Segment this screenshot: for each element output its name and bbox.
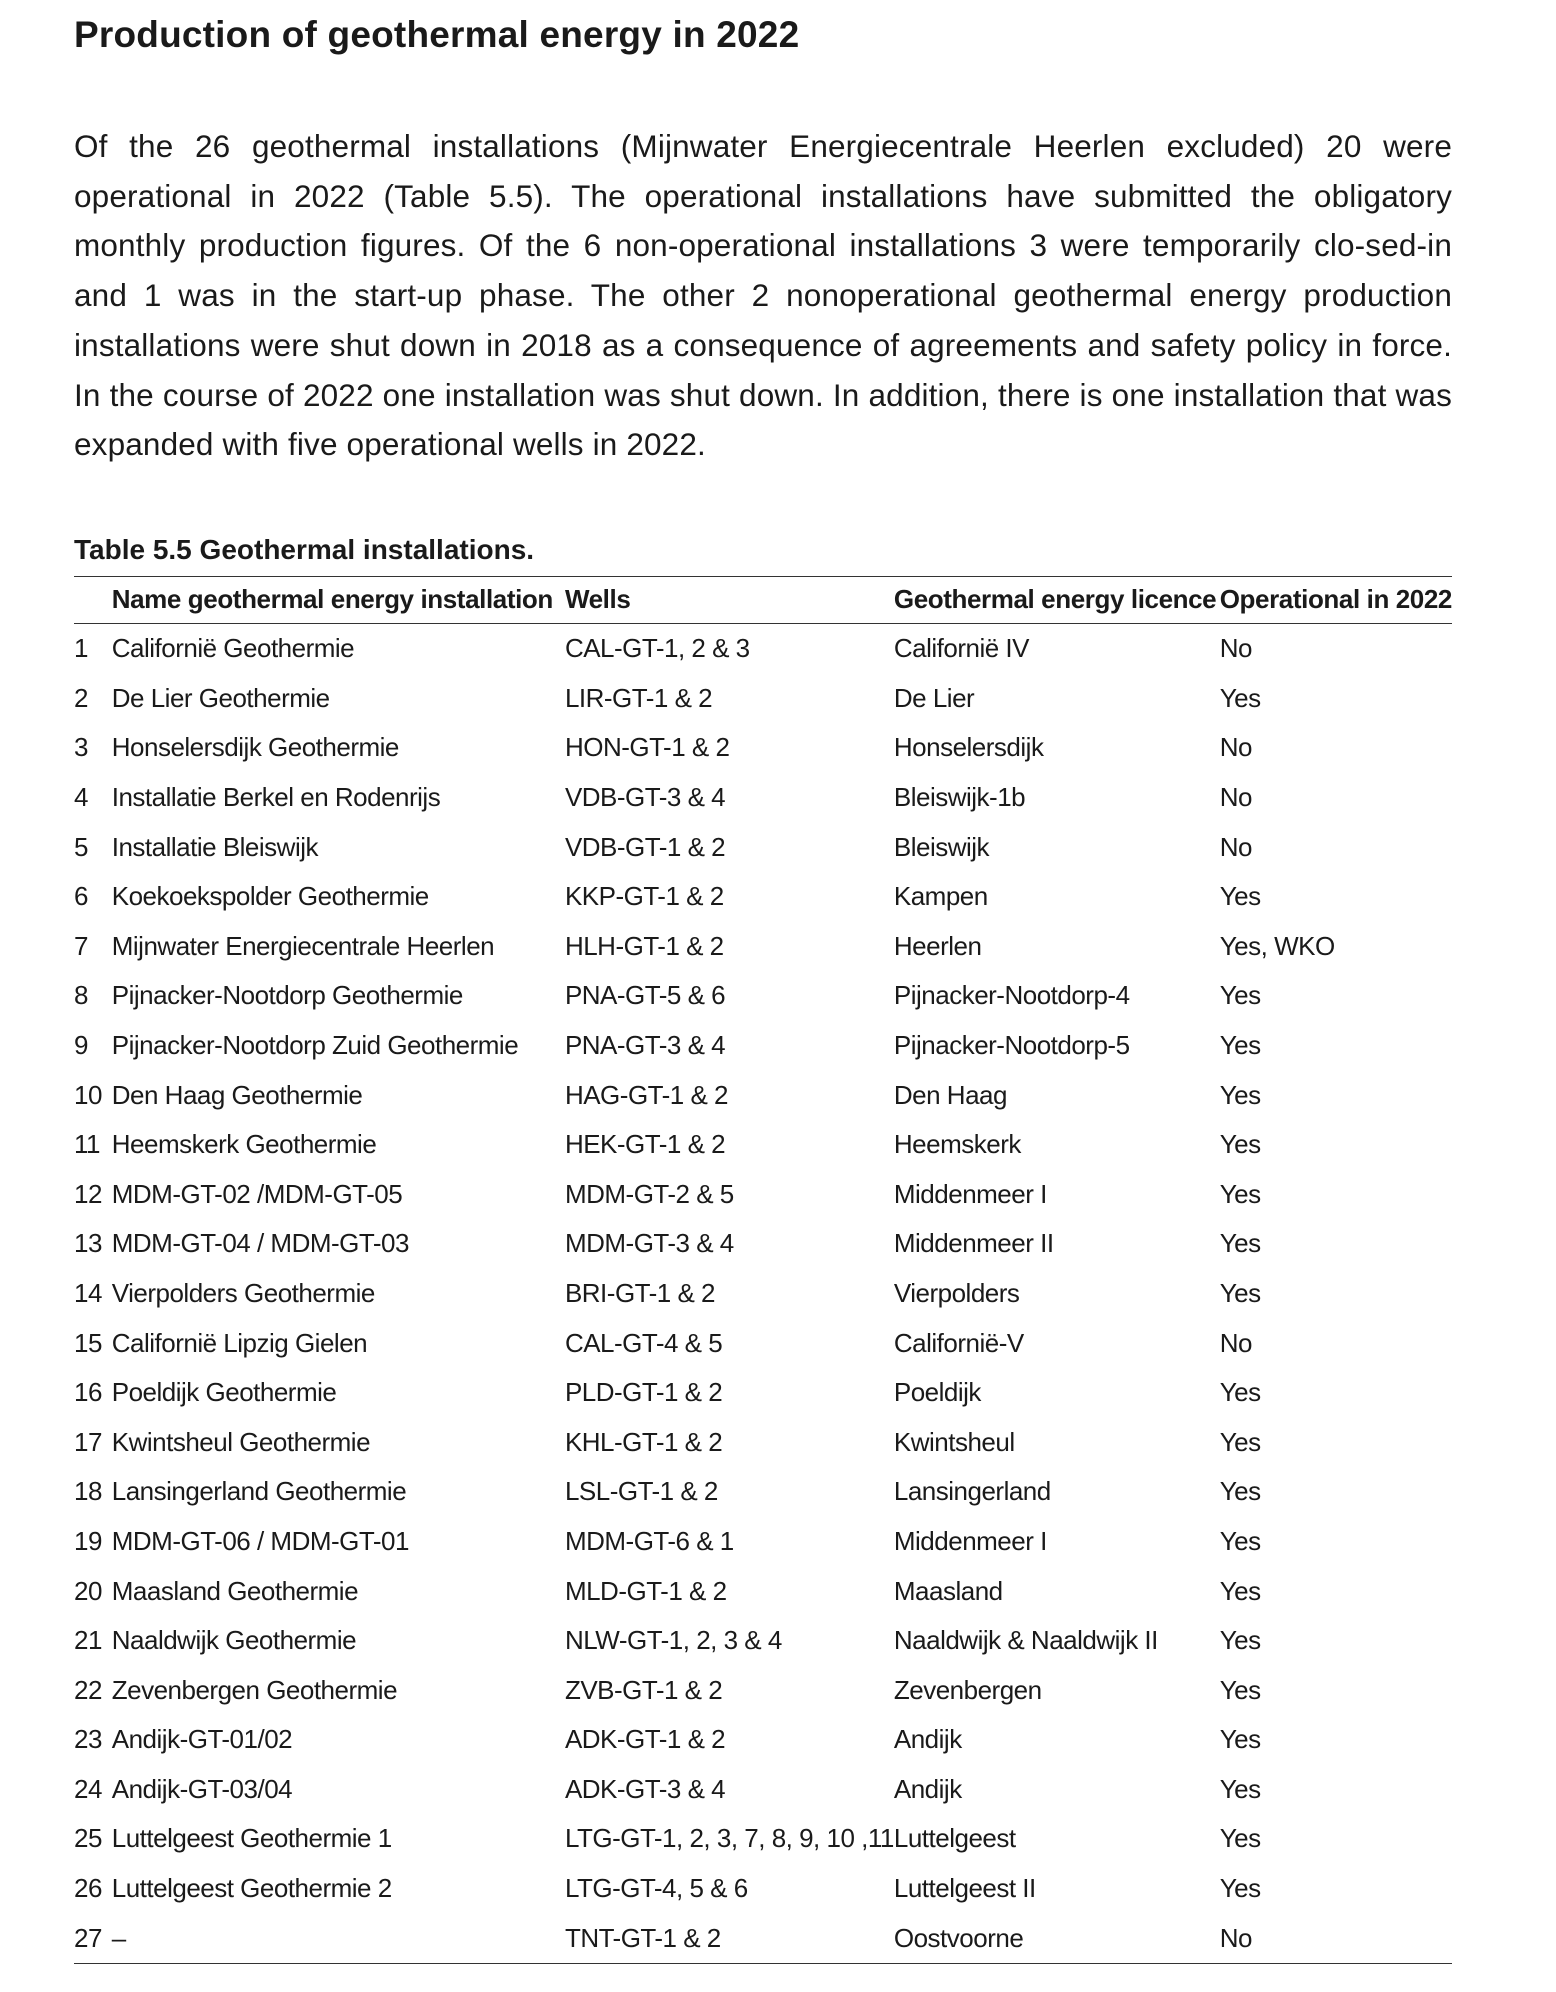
table-caption: Table 5.5 Geothermal installations.: [74, 533, 535, 565]
cell-wells: PNA-GT-3 & 4: [564, 1029, 726, 1060]
table-row: [74, 674, 1452, 724]
cell-operational: Yes: [1219, 1426, 1261, 1457]
header-wells: Wells: [565, 576, 894, 623]
cell-name: Maasland Geothermie: [111, 1575, 359, 1606]
cell-name: Naaldwijk Geothermie: [111, 1625, 357, 1656]
cell-wells: HLH-GT-1 & 2: [564, 930, 724, 961]
cell-name: Honselersdijk Geothermie: [111, 732, 399, 763]
cell-operational: Yes: [1219, 1377, 1261, 1408]
cell-name: Andijk-GT-03/04: [111, 1773, 293, 1804]
cell-number: 26: [74, 1873, 102, 1904]
cell-name: Luttelgeest Geothermie 1: [111, 1823, 392, 1854]
cell-name: Pijnacker-Nootdorp Zuid Geothermie: [111, 1029, 519, 1060]
cell-number: 6: [74, 881, 88, 912]
cell-number: 20: [74, 1575, 102, 1606]
cell-licence: Andijk: [893, 1724, 962, 1755]
cell-number: 17: [74, 1426, 102, 1457]
cell-licence: Heerlen: [893, 930, 982, 961]
cell-number: 11: [74, 1129, 100, 1160]
table-row: [74, 1616, 1452, 1666]
cell-licence: Kampen: [893, 881, 988, 912]
section-heading: Production of geothermal energy in 2022: [74, 14, 800, 55]
cell-name: Installatie Berkel en Rodenrijs: [111, 782, 441, 812]
cell-wells: MDM-GT-6 & 1: [564, 1525, 734, 1556]
cell-operational: Yes: [1219, 1129, 1261, 1160]
cell-name: Heemskerk Geothermie: [111, 1129, 377, 1160]
cell-wells: HON-GT-1 & 2: [564, 732, 730, 763]
cell-licence: Bleiswijk-1b: [893, 782, 1026, 812]
cell-operational: Yes: [1219, 1476, 1261, 1507]
cell-operational: Yes: [1219, 980, 1261, 1011]
cell-licence: Californië-V: [893, 1327, 1024, 1358]
cell-number: 10: [74, 1079, 102, 1110]
cell-name: –: [111, 1922, 126, 1953]
cell-name: Californië Lipzig Gielen: [111, 1327, 368, 1358]
cell-licence: Poeldijk: [893, 1377, 981, 1408]
cell-name: Kwintsheul Geothermie: [111, 1426, 371, 1457]
table-row: [74, 971, 1452, 1021]
table-row: [74, 1913, 1452, 1963]
cell-number: 2: [74, 682, 88, 713]
cell-wells: NLW-GT-1, 2, 3 & 4: [564, 1625, 782, 1656]
table-row: [74, 1417, 1452, 1467]
table-row: [74, 1517, 1452, 1567]
cell-licence: Luttelgeest: [893, 1823, 1016, 1854]
cell-wells: CAL-GT-1, 2 & 3: [564, 633, 750, 664]
cell-name: Andijk-GT-01/02: [111, 1724, 293, 1755]
cell-operational: No: [1219, 831, 1252, 862]
cell-wells: CAL-GT-4 & 5: [564, 1327, 723, 1358]
cell-name: Mijnwater Energiecentrale Heerlen: [111, 930, 495, 961]
table-row: [74, 1566, 1452, 1616]
table-row: [74, 1120, 1452, 1170]
cell-operational: Yes: [1219, 1674, 1261, 1705]
cell-licence: Middenmeer I: [893, 1525, 1047, 1556]
cell-wells: HAG-GT-1 & 2: [564, 1079, 728, 1110]
cell-name: Vierpolders Geothermie: [111, 1277, 375, 1308]
cell-name: Pijnacker-Nootdorp Geothermie: [111, 980, 463, 1011]
cell-number: 7: [74, 930, 88, 961]
table-row: [74, 1368, 1452, 1418]
cell-number: 14: [74, 1277, 102, 1308]
cell-licence: Pijnacker-Nootdorp-4: [893, 980, 1130, 1011]
table-row: [74, 1269, 1452, 1319]
cell-wells: BRI-GT-1 & 2: [564, 1277, 715, 1308]
cell-operational: Yes: [1219, 1625, 1261, 1656]
cell-licence: Lansingerland: [893, 1476, 1051, 1507]
cell-operational: Yes: [1219, 1079, 1261, 1110]
cell-licence: Zevenbergen: [893, 1674, 1042, 1705]
cell-wells: LIR-GT-1 & 2: [564, 682, 713, 713]
cell-licence: Kwintsheul: [893, 1426, 1015, 1457]
cell-licence: Vierpolders: [893, 1277, 1020, 1308]
table-row: [74, 1021, 1452, 1071]
cell-name: Zevenbergen Geothermie: [111, 1674, 398, 1705]
cell-wells: ZVB-GT-1 & 2: [564, 1674, 723, 1705]
cell-name: MDM-GT-04 / MDM-GT-03: [111, 1228, 409, 1259]
cell-number: 3: [74, 732, 88, 763]
cell-number: 5: [74, 831, 88, 862]
cell-operational: No: [1219, 782, 1252, 812]
cell-wells: HEK-GT-1 & 2: [564, 1129, 726, 1160]
cell-wells: ADK-GT-1 & 2: [564, 1724, 726, 1755]
cell-number: 9: [74, 1029, 88, 1060]
cell-name: MDM-GT-02 /MDM-GT-05: [111, 1178, 403, 1209]
cell-operational: Yes: [1219, 1575, 1261, 1606]
cell-name: Den Haag Geothermie: [111, 1079, 363, 1110]
table-row: [74, 1864, 1452, 1914]
geothermal-installations-table: [74, 576, 1452, 1964]
header-operational: Operational in 2022: [1220, 576, 1452, 623]
cell-operational: Yes: [1219, 1773, 1261, 1804]
cell-number: 15: [74, 1327, 102, 1358]
cell-number: 1: [74, 633, 88, 664]
table-row: [74, 1467, 1452, 1517]
cell-wells: MDM-GT-3 & 4: [564, 1228, 734, 1259]
cell-operational: Yes: [1219, 1724, 1261, 1755]
cell-operational: Yes, WKO: [1219, 930, 1335, 961]
cell-licence: Luttelgeest II: [893, 1873, 1036, 1904]
table-row: [74, 623, 1452, 673]
cell-operational: Yes: [1219, 682, 1261, 713]
cell-wells: PLD-GT-1 & 2: [564, 1377, 723, 1408]
cell-wells: KKP-GT-1 & 2: [564, 881, 724, 912]
table-row: [74, 773, 1452, 823]
cell-licence: Middenmeer I: [893, 1178, 1047, 1209]
cell-wells: LSL-GT-1 & 2: [564, 1476, 718, 1507]
cell-operational: No: [1219, 633, 1252, 664]
cell-licence: Pijnacker-Nootdorp-5: [893, 1029, 1130, 1060]
cell-licence: De Lier: [893, 682, 975, 713]
cell-licence: Naaldwijk & Naaldwijk II: [893, 1625, 1158, 1656]
cell-licence: Andijk: [893, 1773, 962, 1804]
cell-wells: PNA-GT-5 & 6: [564, 980, 726, 1011]
header-name: Name geothermal energy installation: [112, 576, 565, 623]
cell-wells: TNT-GT-1 & 2: [564, 1922, 721, 1953]
cell-name: Californië Geothermie: [111, 633, 355, 664]
cell-operational: Yes: [1219, 1178, 1261, 1209]
cell-wells: LTG-GT-4, 5 & 6: [564, 1873, 748, 1904]
table-row: [74, 1318, 1452, 1368]
cell-number: 25: [74, 1823, 102, 1854]
table-row: [74, 723, 1452, 773]
cell-number: 13: [74, 1228, 102, 1259]
cell-operational: Yes: [1219, 1823, 1261, 1854]
cell-name: Koekoekspolder Geothermie: [111, 881, 429, 912]
table-row: [74, 822, 1452, 872]
cell-operational: Yes: [1219, 1277, 1261, 1308]
cell-operational: Yes: [1219, 1525, 1261, 1556]
table-row: [74, 1219, 1452, 1269]
cell-operational: Yes: [1219, 1029, 1261, 1060]
cell-number: 22: [74, 1674, 102, 1705]
cell-number: 27: [74, 1922, 102, 1953]
cell-number: 24: [74, 1773, 102, 1804]
table-row: [74, 1765, 1452, 1815]
cell-operational: Yes: [1219, 1228, 1261, 1259]
cell-licence: Oostvoorne: [893, 1922, 1024, 1953]
cell-name: De Lier Geothermie: [111, 682, 330, 713]
cell-licence: Maasland: [893, 1575, 1003, 1606]
cell-operational: No: [1219, 1327, 1252, 1358]
table-row: [74, 1665, 1452, 1715]
cell-name: Installatie Bleiswijk: [111, 831, 318, 862]
cell-licence: Heemskerk: [893, 1129, 1021, 1160]
table-row: [74, 1169, 1452, 1219]
cell-number: 23: [74, 1724, 102, 1755]
cell-operational: No: [1219, 1922, 1252, 1953]
cell-name: Lansingerland Geothermie: [111, 1476, 407, 1507]
document-page: [74, 0, 1452, 1964]
header-number: [74, 576, 112, 623]
cell-number: 12: [74, 1178, 102, 1209]
header-licence: Geothermal energy licence: [894, 576, 1220, 623]
cell-name: MDM-GT-06 / MDM-GT-01: [111, 1525, 409, 1556]
cell-number: 4: [74, 782, 88, 812]
table-body: [74, 623, 1452, 1963]
cell-number: 18: [74, 1476, 102, 1507]
intro-paragraph: Of the 26 geothermal installations (Mijnwater Energiecentrale Heerlen excluded) 20 were operational in 2022 (Table 5.5). The operational installations have submitted the obligatory monthly production figures. Of the 6 non-operational installations 3 were temporarily clo-sed-in and 1 was in the start-up phase. The other 2 nonoperational geothermal energy production installations were shut down in 2018 as a consequence of agreements and safety policy in force. In the course of 2022 one installation was shut down. In addition, there is one installation that was expanded with five operational wells in 2022.: [74, 128, 1452, 463]
cell-number: 16: [74, 1377, 102, 1408]
cell-licence: Bleiswijk: [893, 831, 990, 862]
cell-licence: Den Haag: [893, 1079, 1007, 1110]
cell-wells: MDM-GT-2 & 5: [564, 1178, 734, 1209]
cell-wells: ADK-GT-3 & 4: [564, 1773, 726, 1804]
cell-wells: MLD-GT-1 & 2: [564, 1575, 727, 1606]
cell-licence: Middenmeer II: [893, 1228, 1054, 1259]
cell-licence: Californië IV: [893, 633, 1029, 664]
cell-wells: KHL-GT-1 & 2: [564, 1426, 723, 1457]
cell-operational: Yes: [1219, 881, 1261, 912]
cell-name: Poeldijk Geothermie: [111, 1377, 337, 1408]
cell-wells: VDB-GT-3 & 4: [564, 782, 726, 812]
cell-licence: Honselersdijk: [893, 732, 1044, 763]
cell-operational: Yes: [1219, 1873, 1261, 1904]
table-row: [74, 1070, 1452, 1120]
table-header-row: [74, 576, 1452, 623]
cell-number: 21: [74, 1625, 102, 1656]
table-row: [74, 872, 1452, 922]
table-row: [74, 1814, 1452, 1864]
cell-wells: VDB-GT-1 & 2: [564, 831, 726, 862]
cell-operational: No: [1219, 732, 1252, 763]
table-row: [74, 921, 1452, 971]
cell-wells: LTG-GT-1, 2, 3, 7, 8, 9, 10 ,11: [564, 1823, 894, 1854]
cell-name: Luttelgeest Geothermie 2: [111, 1873, 392, 1904]
cell-number: 19: [74, 1525, 102, 1556]
cell-number: 8: [74, 980, 88, 1011]
table-row: [74, 1715, 1452, 1765]
